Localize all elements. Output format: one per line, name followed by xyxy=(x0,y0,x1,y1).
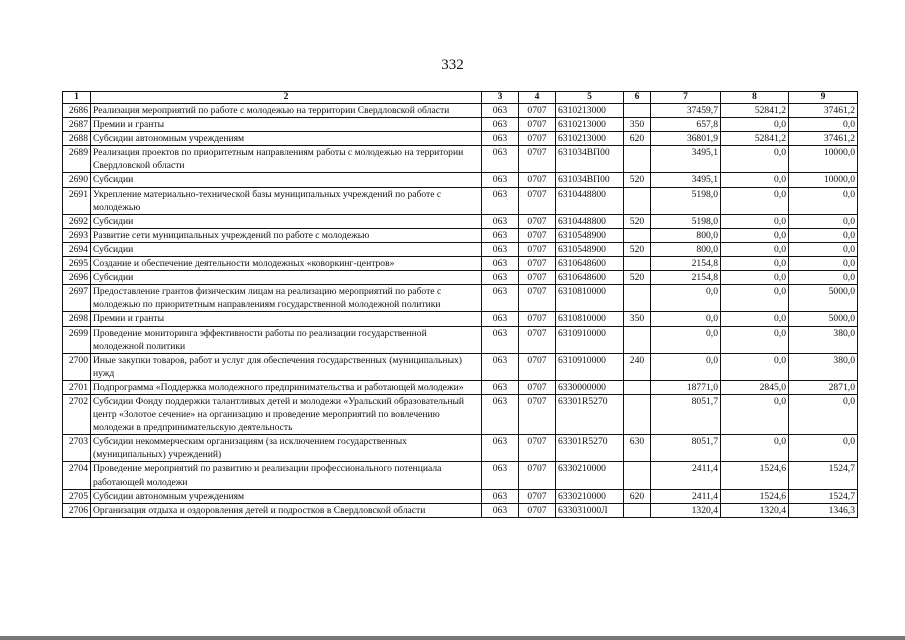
ministry-code-cell: 063 xyxy=(482,312,519,326)
table-row xyxy=(63,257,858,271)
row-number-cell: 2701 xyxy=(63,380,91,394)
amount-year3-cell: 0,0 xyxy=(789,187,858,214)
row-number-cell: 2688 xyxy=(63,132,91,146)
section-code-cell: 0707 xyxy=(519,326,556,353)
amount-year1-cell: 1320,4 xyxy=(651,503,721,517)
amount-year1-cell: 0,0 xyxy=(651,285,721,312)
row-name-cell: Премии и гранты xyxy=(91,118,482,132)
ministry-code-cell: 063 xyxy=(482,326,519,353)
row-name-cell: Создание и обеспечение деятельности молодежных «коворкинг-центров» xyxy=(91,257,482,271)
table-row xyxy=(63,462,858,489)
row-name-cell: Субсидии xyxy=(91,271,482,285)
target-article-cell: 6330210000 xyxy=(556,462,624,489)
amount-year3-cell: 1524,7 xyxy=(789,462,858,489)
section-code-cell: 0707 xyxy=(519,187,556,214)
row-number-cell: 2702 xyxy=(63,394,91,434)
amount-year3-cell: 0,0 xyxy=(789,257,858,271)
row-number-cell: 2696 xyxy=(63,271,91,285)
target-article-cell: 633031000Л xyxy=(556,503,624,517)
ministry-code-cell: 063 xyxy=(482,435,519,462)
amount-year2-cell: 1524,6 xyxy=(721,489,789,503)
expense-type-cell: 520 xyxy=(624,173,651,187)
amount-year3-cell: 5000,0 xyxy=(789,285,858,312)
expense-type-cell: 520 xyxy=(624,271,651,285)
header-cell: 2 xyxy=(91,92,482,104)
amount-year3-cell: 37461,2 xyxy=(789,104,858,118)
row-number-cell: 2689 xyxy=(63,146,91,173)
section-code-cell: 0707 xyxy=(519,285,556,312)
amount-year2-cell: 0,0 xyxy=(721,435,789,462)
table-row xyxy=(63,173,858,187)
row-number-cell: 2686 xyxy=(63,104,91,118)
amount-year1-cell: 0,0 xyxy=(651,312,721,326)
row-name-cell: Субсидии некоммерческим организациям (за исключением государственных (муниципальных) учреждений) xyxy=(91,435,482,462)
row-name-cell: Премии и гранты xyxy=(91,312,482,326)
expense-type-cell xyxy=(624,228,651,242)
ministry-code-cell: 063 xyxy=(482,271,519,285)
row-number-cell: 2697 xyxy=(63,285,91,312)
target-article-cell: 6310548900 xyxy=(556,242,624,256)
expense-type-cell xyxy=(624,326,651,353)
row-name-cell: Развитие сети муниципальных учреждений по работе с молодежью xyxy=(91,228,482,242)
target-article-cell: 6310810000 xyxy=(556,312,624,326)
amount-year3-cell: 380,0 xyxy=(789,326,858,353)
row-number-cell: 2691 xyxy=(63,187,91,214)
section-code-cell: 0707 xyxy=(519,380,556,394)
row-name-cell: Субсидии автономным учреждениям xyxy=(91,489,482,503)
expense-type-cell xyxy=(624,503,651,517)
amount-year2-cell: 0,0 xyxy=(721,326,789,353)
ministry-code-cell: 063 xyxy=(482,146,519,173)
amount-year1-cell: 18771,0 xyxy=(651,380,721,394)
table-row xyxy=(63,132,858,146)
amount-year3-cell: 37461,2 xyxy=(789,132,858,146)
expense-type-cell: 350 xyxy=(624,118,651,132)
ministry-code-cell: 063 xyxy=(482,489,519,503)
expense-type-cell: 620 xyxy=(624,489,651,503)
ministry-code-cell: 063 xyxy=(482,242,519,256)
table-row xyxy=(63,312,858,326)
header-cell: 4 xyxy=(519,92,556,104)
target-article-cell: 6310213000 xyxy=(556,118,624,132)
ministry-code-cell: 063 xyxy=(482,257,519,271)
row-number-cell: 2706 xyxy=(63,503,91,517)
row-name-cell: Реализация проектов по приоритетным направлениям работы с молодежью на территории Свердловской области xyxy=(91,146,482,173)
amount-year3-cell: 0,0 xyxy=(789,242,858,256)
amount-year2-cell: 0,0 xyxy=(721,285,789,312)
amount-year3-cell: 0,0 xyxy=(789,118,858,132)
expense-type-cell: 350 xyxy=(624,312,651,326)
header-cell: 5 xyxy=(556,92,624,104)
row-name-cell: Организация отдыха и оздоровления детей и подростков в Свердловской области xyxy=(91,503,482,517)
expense-type-cell: 520 xyxy=(624,242,651,256)
target-article-cell: 6310648600 xyxy=(556,271,624,285)
table-row xyxy=(63,118,858,132)
table-row xyxy=(63,285,858,312)
amount-year2-cell: 0,0 xyxy=(721,242,789,256)
row-number-cell: 2694 xyxy=(63,242,91,256)
amount-year2-cell: 0,0 xyxy=(721,118,789,132)
section-code-cell: 0707 xyxy=(519,214,556,228)
row-name-cell: Предоставление грантов физическим лицам на реализацию мероприятий по работе с молодежью по приоритетным направлениям государственной молодежной политики xyxy=(91,285,482,312)
expense-type-cell: 630 xyxy=(624,435,651,462)
row-name-cell: Реализация мероприятий по работе с молодежью на территории Свердловской области xyxy=(91,104,482,118)
amount-year3-cell: 5000,0 xyxy=(789,312,858,326)
row-name-cell: Субсидии xyxy=(91,173,482,187)
expense-type-cell: 520 xyxy=(624,214,651,228)
amount-year1-cell: 5198,0 xyxy=(651,187,721,214)
expense-type-cell xyxy=(624,187,651,214)
ministry-code-cell: 063 xyxy=(482,214,519,228)
table-row xyxy=(63,394,858,434)
row-number-cell: 2705 xyxy=(63,489,91,503)
page-number: 332 xyxy=(441,57,464,73)
amount-year1-cell: 2411,4 xyxy=(651,489,721,503)
amount-year1-cell: 8051,7 xyxy=(651,394,721,434)
ministry-code-cell: 063 xyxy=(482,394,519,434)
target-article-cell: 6310448800 xyxy=(556,187,624,214)
table-row xyxy=(63,187,858,214)
amount-year2-cell: 52841,2 xyxy=(721,104,789,118)
section-code-cell: 0707 xyxy=(519,228,556,242)
amount-year3-cell: 0,0 xyxy=(789,394,858,434)
row-name-cell: Субсидии Фонду поддержки талантливых детей и молодежи «Уральский образовательный центр «Золотое сечение» на организацию и проведение мероприятий по вовлечению молодежи в предпринимательскую деятельность xyxy=(91,394,482,434)
header-cell: 8 xyxy=(721,92,789,104)
expense-type-cell xyxy=(624,462,651,489)
expense-type-cell: 240 xyxy=(624,353,651,380)
row-number-cell: 2695 xyxy=(63,257,91,271)
amount-year1-cell: 800,0 xyxy=(651,228,721,242)
scan-edge xyxy=(0,636,905,640)
amount-year1-cell: 800,0 xyxy=(651,242,721,256)
amount-year3-cell: 10000,0 xyxy=(789,146,858,173)
amount-year2-cell: 2845,0 xyxy=(721,380,789,394)
row-number-cell: 2704 xyxy=(63,462,91,489)
ministry-code-cell: 063 xyxy=(482,285,519,312)
target-article-cell: 63301R5270 xyxy=(556,394,624,434)
section-code-cell: 0707 xyxy=(519,271,556,285)
amount-year1-cell: 3495,1 xyxy=(651,173,721,187)
table-row xyxy=(63,228,858,242)
row-name-cell: Субсидии автономным учреждениям xyxy=(91,132,482,146)
ministry-code-cell: 063 xyxy=(482,118,519,132)
amount-year2-cell: 0,0 xyxy=(721,271,789,285)
section-code-cell: 0707 xyxy=(519,104,556,118)
row-number-cell: 2699 xyxy=(63,326,91,353)
table-row xyxy=(63,214,858,228)
amount-year3-cell: 1524,7 xyxy=(789,489,858,503)
expense-type-cell xyxy=(624,394,651,434)
section-code-cell: 0707 xyxy=(519,146,556,173)
amount-year2-cell: 0,0 xyxy=(721,394,789,434)
row-number-cell: 2690 xyxy=(63,173,91,187)
row-number-cell: 2700 xyxy=(63,353,91,380)
table-row xyxy=(63,380,858,394)
row-number-cell: 2698 xyxy=(63,312,91,326)
amount-year1-cell: 3495,1 xyxy=(651,146,721,173)
amount-year2-cell: 0,0 xyxy=(721,214,789,228)
row-name-cell: Подпрограмма «Поддержка молодежного предпринимательства и работающей молодежи» xyxy=(91,380,482,394)
section-code-cell: 0707 xyxy=(519,132,556,146)
section-code-cell: 0707 xyxy=(519,435,556,462)
header-cell: 7 xyxy=(651,92,721,104)
amount-year1-cell: 2411,4 xyxy=(651,462,721,489)
amount-year2-cell: 0,0 xyxy=(721,312,789,326)
header-row xyxy=(63,92,858,104)
expense-type-cell xyxy=(624,285,651,312)
table-row xyxy=(63,435,858,462)
table-row xyxy=(63,146,858,173)
ministry-code-cell: 063 xyxy=(482,132,519,146)
target-article-cell: 631034ВП00 xyxy=(556,146,624,173)
table-row xyxy=(63,104,858,118)
amount-year2-cell: 0,0 xyxy=(721,228,789,242)
row-number-cell: 2703 xyxy=(63,435,91,462)
amount-year1-cell: 2154,8 xyxy=(651,271,721,285)
amount-year1-cell: 5198,0 xyxy=(651,214,721,228)
amount-year2-cell: 0,0 xyxy=(721,353,789,380)
amount-year3-cell: 2871,0 xyxy=(789,380,858,394)
expense-type-cell xyxy=(624,257,651,271)
amount-year1-cell: 2154,8 xyxy=(651,257,721,271)
amount-year3-cell: 380,0 xyxy=(789,353,858,380)
amount-year1-cell: 657,8 xyxy=(651,118,721,132)
section-code-cell: 0707 xyxy=(519,503,556,517)
section-code-cell: 0707 xyxy=(519,353,556,380)
ministry-code-cell: 063 xyxy=(482,187,519,214)
amount-year2-cell: 1320,4 xyxy=(721,503,789,517)
amount-year2-cell: 0,0 xyxy=(721,187,789,214)
table-row xyxy=(63,271,858,285)
section-code-cell: 0707 xyxy=(519,118,556,132)
target-article-cell: 6310810000 xyxy=(556,285,624,312)
expense-type-cell: 620 xyxy=(624,132,651,146)
section-code-cell: 0707 xyxy=(519,173,556,187)
target-article-cell: 6310448800 xyxy=(556,214,624,228)
ministry-code-cell: 063 xyxy=(482,173,519,187)
row-name-cell: Проведение мероприятий по развитию и реализации профессионального потенциала работающей молодежи xyxy=(91,462,482,489)
section-code-cell: 0707 xyxy=(519,242,556,256)
header-cell: 9 xyxy=(789,92,858,104)
ministry-code-cell: 063 xyxy=(482,503,519,517)
target-article-cell: 6310213000 xyxy=(556,104,624,118)
target-article-cell: 6310648600 xyxy=(556,257,624,271)
amount-year2-cell: 0,0 xyxy=(721,146,789,173)
amount-year1-cell: 37459,7 xyxy=(651,104,721,118)
amount-year3-cell: 0,0 xyxy=(789,435,858,462)
table-row xyxy=(63,326,858,353)
section-code-cell: 0707 xyxy=(519,257,556,271)
amount-year1-cell: 8051,7 xyxy=(651,435,721,462)
target-article-cell: 6310910000 xyxy=(556,353,624,380)
expense-type-cell xyxy=(624,146,651,173)
amount-year3-cell: 0,0 xyxy=(789,228,858,242)
budget-table xyxy=(62,91,858,518)
table-row xyxy=(63,242,858,256)
ministry-code-cell: 063 xyxy=(482,228,519,242)
row-number-cell: 2693 xyxy=(63,228,91,242)
amount-year2-cell: 0,0 xyxy=(721,257,789,271)
expense-type-cell xyxy=(624,380,651,394)
row-name-cell: Субсидии xyxy=(91,242,482,256)
target-article-cell: 6310213000 xyxy=(556,132,624,146)
amount-year1-cell: 36801,9 xyxy=(651,132,721,146)
ministry-code-cell: 063 xyxy=(482,104,519,118)
amount-year3-cell: 10000,0 xyxy=(789,173,858,187)
amount-year1-cell: 0,0 xyxy=(651,353,721,380)
amount-year1-cell: 0,0 xyxy=(651,326,721,353)
target-article-cell: 631034ВП00 xyxy=(556,173,624,187)
target-article-cell: 6330210000 xyxy=(556,489,624,503)
amount-year2-cell: 52841,2 xyxy=(721,132,789,146)
table-row xyxy=(63,503,858,517)
section-code-cell: 0707 xyxy=(519,462,556,489)
section-code-cell: 0707 xyxy=(519,312,556,326)
header-cell: 3 xyxy=(482,92,519,104)
row-name-cell: Субсидии xyxy=(91,214,482,228)
row-number-cell: 2687 xyxy=(63,118,91,132)
amount-year3-cell: 0,0 xyxy=(789,214,858,228)
target-article-cell: 6330000000 xyxy=(556,380,624,394)
amount-year2-cell: 0,0 xyxy=(721,173,789,187)
ministry-code-cell: 063 xyxy=(482,353,519,380)
target-article-cell: 63301R5270 xyxy=(556,435,624,462)
ministry-code-cell: 063 xyxy=(482,462,519,489)
expense-type-cell xyxy=(624,104,651,118)
row-name-cell: Укрепление материально-технической базы муниципальных учреждений по работе с молодежью xyxy=(91,187,482,214)
target-article-cell: 6310548900 xyxy=(556,228,624,242)
table-row xyxy=(63,353,858,380)
row-name-cell: Иные закупки товаров, работ и услуг для обеспечения государственных (муниципальных) нужд xyxy=(91,353,482,380)
row-name-cell: Проведение мониторинга эффективности работы по реализации государственной молодежной политики xyxy=(91,326,482,353)
target-article-cell: 6310910000 xyxy=(556,326,624,353)
amount-year3-cell: 0,0 xyxy=(789,271,858,285)
section-code-cell: 0707 xyxy=(519,394,556,434)
amount-year3-cell: 1346,3 xyxy=(789,503,858,517)
amount-year2-cell: 1524,6 xyxy=(721,462,789,489)
ministry-code-cell: 063 xyxy=(482,380,519,394)
table-row xyxy=(63,489,858,503)
header-cell: 6 xyxy=(624,92,651,104)
header-cell: 1 xyxy=(63,92,91,104)
section-code-cell: 0707 xyxy=(519,489,556,503)
row-number-cell: 2692 xyxy=(63,214,91,228)
